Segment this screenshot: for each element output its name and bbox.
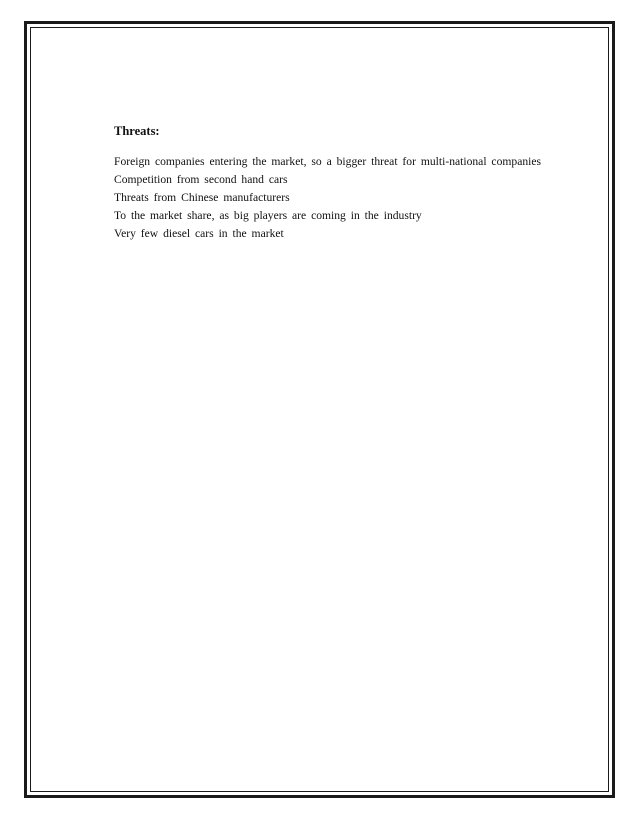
threat-item: Competition from second hand cars [114,173,288,186]
threat-item: Foreign companies entering the market, so a bigger threat for multi-national companies [114,155,542,168]
threats-list [114,153,584,243]
threat-item: Threats from Chinese manufacturers [114,191,290,204]
threats-section [114,124,584,243]
section-heading: Threats: [114,124,160,138]
threat-item: Very few diesel cars in the market [114,227,284,240]
threat-item: To the market share, as big players are coming in the industry [114,209,422,222]
